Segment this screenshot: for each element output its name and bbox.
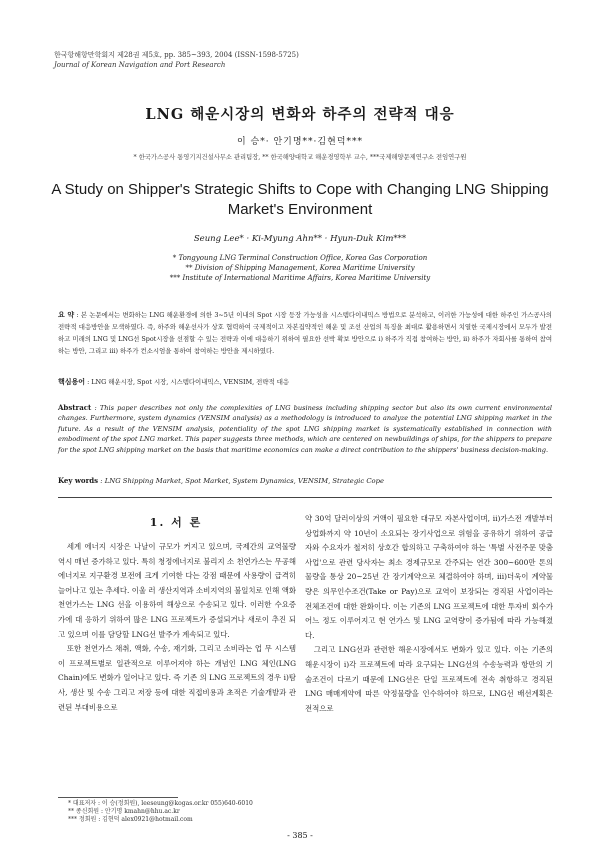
section-title: 1. 서 론	[149, 516, 203, 529]
footnote-divider	[58, 797, 178, 798]
affiliation-en-2: ** Division of Shipping Management, Korea Maritime University	[185, 264, 415, 272]
journal-header	[54, 50, 299, 70]
footnote-2: ** 종신회원 : 안기명 kmahn@hhu.ac.kr	[68, 808, 180, 816]
body-paragraph: 또한 천연가스 채취, 액화, 수송, 재기화, 그리고 소비라는 업 무 시스템이 프로젝트별로 일관적으로 이루어져야 하는 개념인 LNG 체인(LNG Chain)에도 변화가 일어나고 있다. 즉 기존 의 LNG 프로젝트의 경우 i)탐사, 생산 및 수송 그리고 저장 등에 대한 직접비용과 초적은 기술개발과 관련된 부대비용으로	[58, 644, 296, 712]
keywords-en	[58, 476, 552, 485]
authors-ko: 이 승*· 안기명**·김현덕***	[237, 137, 363, 147]
keywords-ko-label: 핵심용어	[58, 377, 86, 386]
journal-info-ko: 한국항해항만학회지 제28권 제5호, pp. 385~393, 2004 (ISSN-1598-5725)	[54, 51, 299, 59]
page-number: - 385 -	[287, 831, 313, 840]
abstract-ko-label: 요 약	[58, 310, 75, 319]
body-column-left	[58, 540, 296, 715]
keywords-en-label: Key words	[58, 476, 99, 485]
journal-name-en: Journal of Korean Navigation and Port Research	[54, 61, 226, 69]
body-column-right	[305, 512, 553, 716]
affiliation-en-3: *** Institute of International Maritime Affairs, Korea Maritime University	[169, 274, 431, 282]
abstract-ko-text: : 본 논문에서는 변화하는 LNG 해운환경에 의한 3~5년 이내의 Spot 시장 등장 가능성을 시스템다이내믹스 방법으로 분석하고, 이러한 가능성에 대한 하주인 가스공사의 전략적 대응방안을 모색하였다. 즉, 하주와 해운선사가 상호 협력하여 국제적이고 자본집약적인 해운 및 조선 산업의 특징을 최대로 활용하면서 치열한 국제시장에서 모두가 발전하고 미래의 LNG 및 LNG선 Spot시장을 선점할 수 있는 전략과 이에 대응하기 위하여 필요한 선박 확보 방안으로 i) 하주가 직접 참여하는 방안, ii) 하주가 자회사를 통하여 참여하는 방안, 그리고 iii) 하주가 컨소시엄을 통하여 참여하는 방안을 제시하였다.	[58, 311, 552, 355]
abstract-en-label: Abstract	[58, 403, 92, 412]
abstract-en	[58, 403, 552, 455]
affiliation-en-1: * Tongyoung LNG Terminal Construction Office, Korea Gas Corporation	[172, 254, 428, 262]
keywords-ko	[58, 377, 552, 387]
abstract-ko	[58, 309, 552, 357]
keywords-ko-text: : LNG 해운시장, Spot 시장, 시스템다이내믹스, VENSIM, 전략적 대응	[87, 378, 290, 386]
affiliation-ko: * 한국가스공사 통영기지건설사무소 관리팀장, ** 한국해양대학교 해운경영학부 교수, ***국제해양문제연구소 전임연구원	[133, 154, 467, 161]
footnotes	[68, 800, 253, 825]
body-paragraph: 그리고 LNG선과 관련한 해운시장에서도 변화가 있고 있다. 이는 기존의 해운시장이 i)각 프로젝트에 따라 요구되는 LNG선의 수송능력과 항만의 기술조건이 다르기 때문에 LNG선은 단일 프로젝트에 전속 취항하고 경직된 LNG 매매계약에 따른 약정물량을 인수하여야 하므로, LNG선 배선계획은 전적으로	[305, 645, 553, 713]
abstract-en-text: : This paper describes not only the complexities of LNG business including shipping sector but also its own current environmental changes. Furthermore, system dynamics (VENSIM analysis) as a methodology is introduced to analyze the potential LNG shipping market in the future. As a result of the VENSIM analysis, potentiality of the spot LNG shipping market is systematically established in connection with embodiment of the spot LNG market. This paper suggests three methods, which are centered on newbuildings of ships, for the shippers to prepare for the spot LNG shipping market on the basis that maritime economics can make a direct contribution to the shippers' business decision-making.	[58, 404, 552, 454]
section-divider	[58, 497, 552, 498]
affiliations-en	[0, 253, 600, 283]
keywords-en-text: : LNG Shipping Market, Spot Market, System Dynamics, VENSIM, Strategic Cope	[100, 477, 384, 485]
footnote-3: *** 정회원 : 김현덕 alex0921@hotmail.com	[68, 816, 193, 824]
paper-title-ko: LNG 해운시장의 변화와 하주의 전략적 대응	[145, 106, 455, 123]
authors-en: Seung Lee* · Ki-Myung Ahn** · Hyun-Duk Kim***	[193, 234, 407, 244]
paper-title-en: A Study on Shipper's Strategic Shifts to Cope with Changing LNG Shipping Market's Environment	[51, 181, 549, 218]
footnote-1: * 대표저자 : 이 승(정회원), leeseung@kogas.or.kr 055)640-6010	[68, 800, 253, 807]
body-paragraph: 세계 에너지 시장은 나날이 규모가 커지고 있으며, 국제간의 교역물량 역시 매년 증가하고 있다. 특히 청정에너지로 불리지 소 천연가스는 무공해 에너지로 지구환경 보전에 크게 기여한 다는 강점 때문에 사용량이 급격히 늘어나고 있는 추세다. 이울 러 생산지역과 소비지역의 불일치로 인해 액화천연가스는 LNG 선을 이용하여 해상으로 수송되고 있다. 이러한 수요증가에 대 응하기 위하여 많은 LNG 프로젝트가 증설되거나 새로이 추진 되고 있으며 이를 담당할 LNG선 발주가 계속되고 있다.	[58, 542, 296, 639]
body-paragraph: 약 30억 달러이상의 거액이 필요한 대규모 자본사업이며, ii)가스전 개발부터 상업화까지 약 10년이 소요되는 장기사업으로 위험을 공유하기 위하여 공급자와 수요자가 철저히 상호간 합의하고 구축하여야 하는 '특별 사전주문 맞춤사업'으로 관련 당사자는 최소 경제규모로 간주되는 연간 300~600만 톤의 물량을 통상 20~25년 간 장기계약으로 체결하여야 하며, iii)더욱이 계약물량은 의무인수조건(Take or Pay)으로 교역이 보장되는 경직된 사업이라는 전체조건에 대한 완화이다. 이는 기존의 LNG 프로젝트에 대한 투자비 회수가 어느 정도 이루어지고 현 연가스 및 LNG 교역량이 증가됨에 따라 가능해졌다.	[305, 514, 553, 640]
